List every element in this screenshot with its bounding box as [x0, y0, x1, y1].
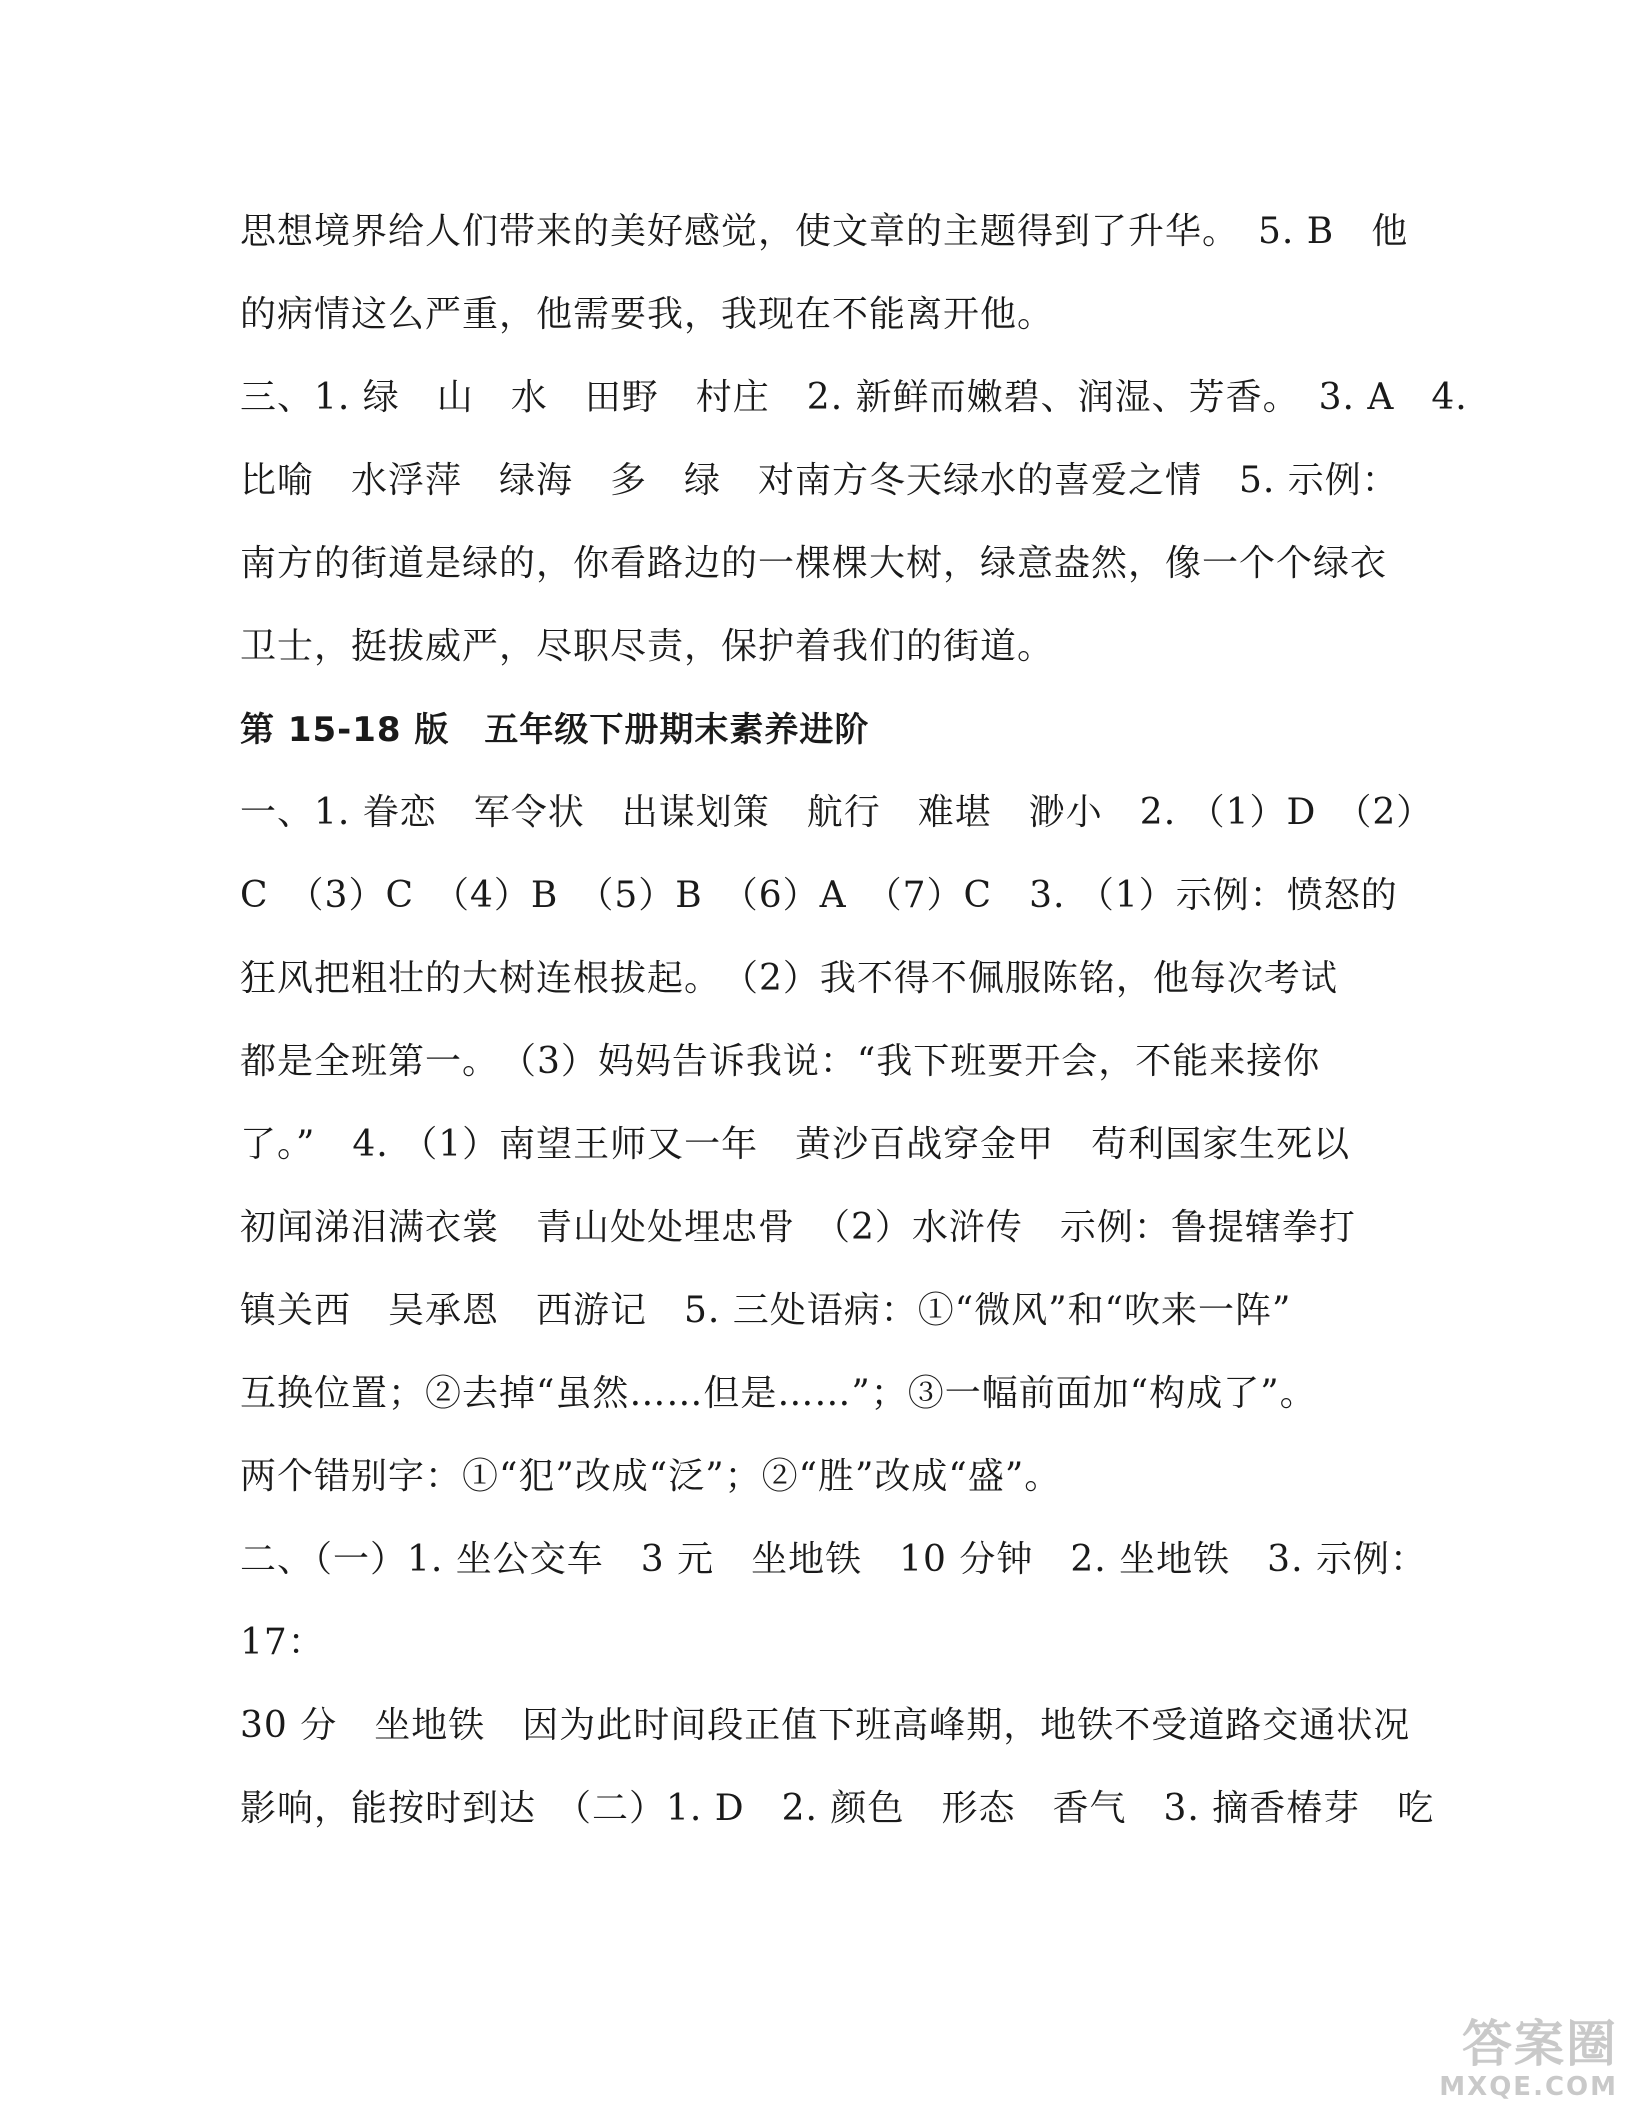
watermark-title: 答案圈 — [1462, 2015, 1618, 2073]
watermark-url: MXQE.COM — [1439, 2072, 1618, 2102]
text-line: 三、1. 绿 山 水 田野 村庄 2. 新鲜而嫩碧、润湿、芳香。 3. A 4. — [240, 377, 1468, 418]
text-line: 一、1. 眷恋 军令状 出谋划策 航行 难堪 渺小 2. （1）D （2） — [240, 792, 1434, 833]
text-line: 两个错别字：①“犯”改成“泛”；②“胜”改成“盛”。 — [240, 1456, 1062, 1497]
text-line: 卫士，挺拔威严，尽职尽责，保护着我们的街道。 — [240, 626, 1055, 667]
text-line: 南方的街道是绿的，你看路边的一棵棵大树，绿意盎然，像一个个绿衣 — [240, 543, 1388, 584]
watermark-logo — [1418, 2016, 1618, 2106]
answer-text-block — [240, 200, 1468, 1860]
text-line: 的病情这么严重，他需要我，我现在不能离开他。 — [240, 294, 1055, 335]
text-line: 狂风把粗壮的大树连根拔起。 （2）我不得不佩服陈铭，他每次考试 — [240, 958, 1338, 999]
text-line: C （3）C （4）B （5）B （6）A （7）C 3. （1）示例：愤怒的 — [240, 875, 1398, 916]
text-line: 比喻 水浮萍 绿海 多 绿 对南方冬天绿水的喜爱之情 5. 示例： — [240, 460, 1399, 501]
section-heading: 第 15-18 版 五年级下册期末素养进阶 — [240, 710, 870, 750]
text-line: 17： — [240, 1622, 325, 1663]
text-line: 互换位置；②去掉“虽然……但是……”；③一幅前面加“构成了”。 — [240, 1373, 1317, 1414]
text-line: 影响，能按时到达 （二）1. D 2. 颜色 形态 香气 3. 摘香椿芽 吃 — [240, 1788, 1435, 1829]
text-line: 二、（一）1. 坐公交车 3 元 坐地铁 10 分钟 2. 坐地铁 3. 示例： — [240, 1539, 1427, 1580]
text-line: 镇关西 吴承恩 西游记 5. 三处语病：①“微风”和“吹来一阵” — [240, 1290, 1292, 1331]
text-line: 思想境界给人们带来的美好感觉，使文章的主题得到了升华。 5. B 他 — [240, 211, 1409, 252]
text-line: 都是全班第一。 （3）妈妈告诉我说：“我下班要开会，不能来接你 — [240, 1041, 1321, 1082]
text-line: 30 分 坐地铁 因为此时间段正值下班高峰期，地铁不受道路交通状况 — [240, 1705, 1411, 1746]
text-line: 了。” 4. （1）南望王师又一年 黄沙百战穿金甲 苟利国家生死以 — [240, 1124, 1351, 1165]
text-line: 初闻涕泪满衣裳 青山处处埋忠骨 （2）水浒传 示例：鲁提辖拳打 — [240, 1207, 1356, 1248]
